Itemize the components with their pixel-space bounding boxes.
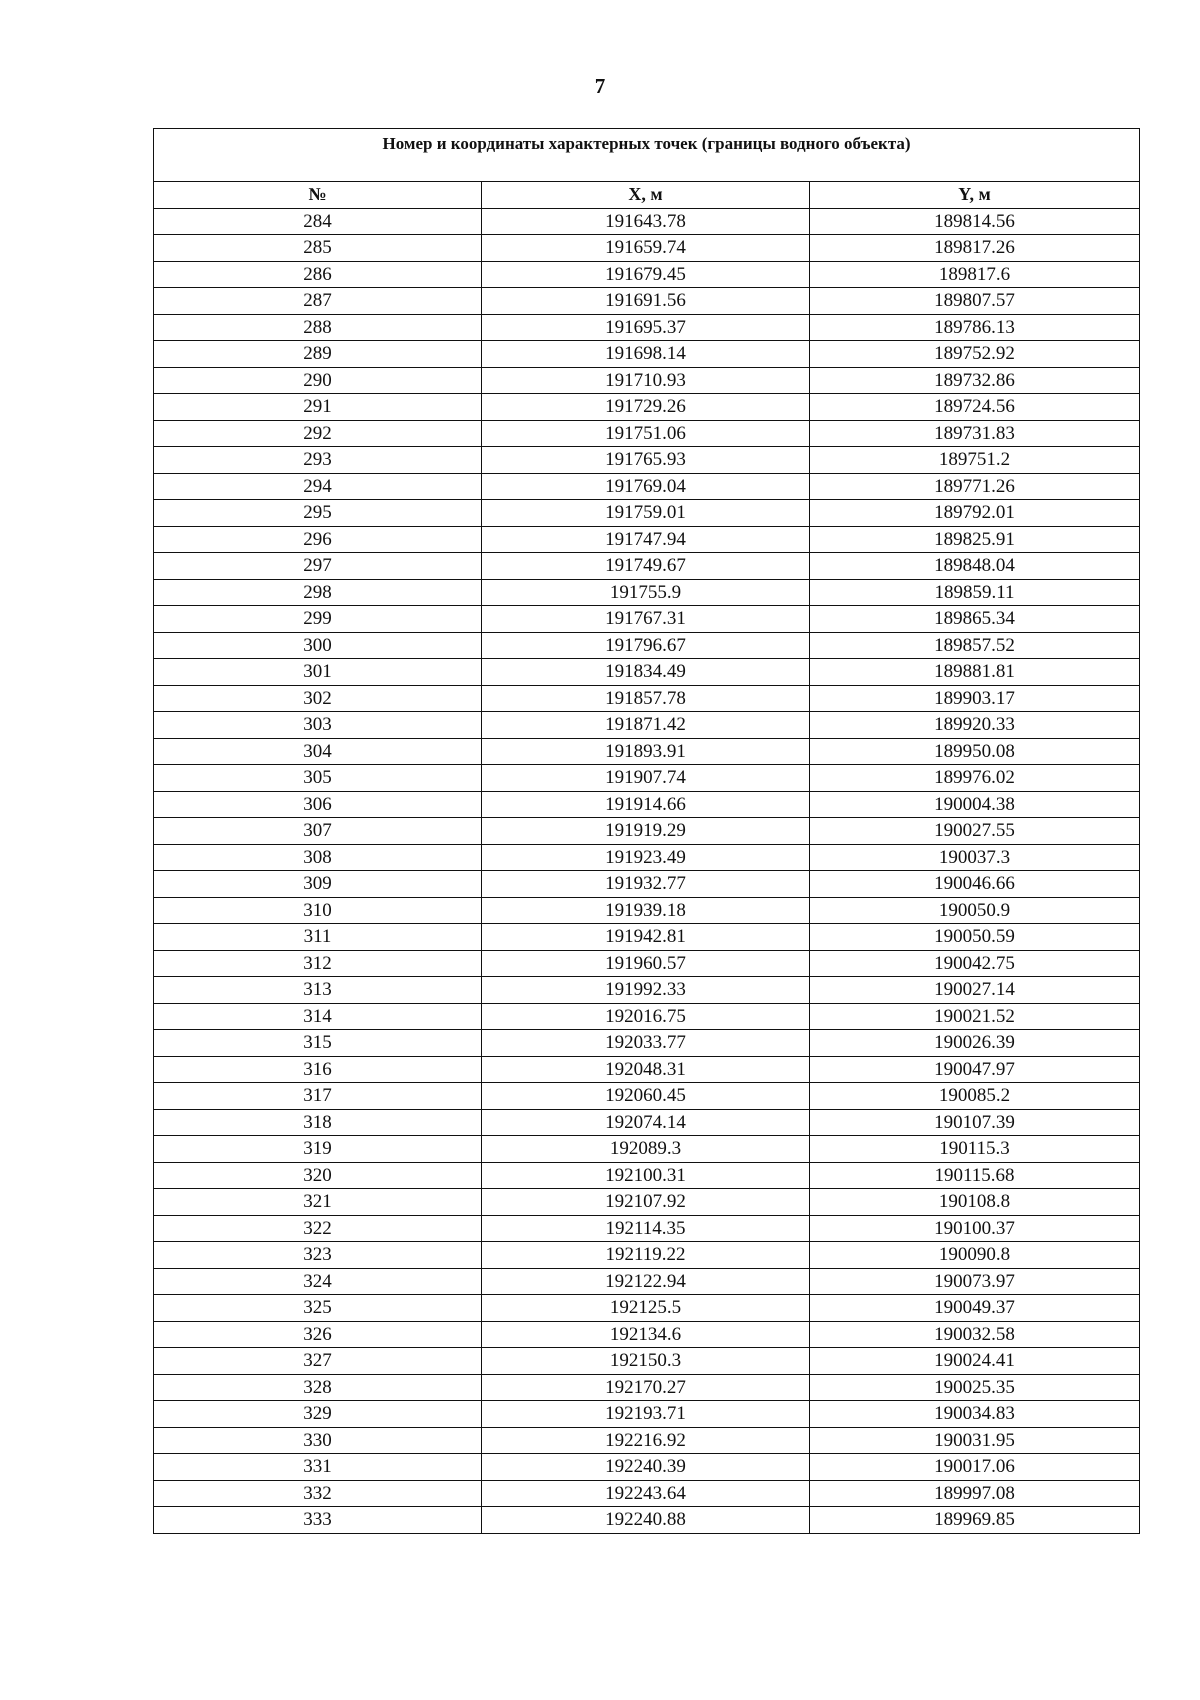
cell-x-coordinate: 192060.45 (482, 1083, 810, 1110)
cell-x-coordinate: 192170.27 (482, 1374, 810, 1401)
cell-x-coordinate: 192193.71 (482, 1401, 810, 1428)
table-row (154, 1507, 1140, 1534)
cell-point-number: 290 (154, 367, 482, 394)
cell-y-coordinate: 190026.39 (810, 1030, 1140, 1057)
table-row (154, 844, 1140, 871)
cell-point-number: 332 (154, 1480, 482, 1507)
table-row (154, 1401, 1140, 1428)
cell-point-number: 317 (154, 1083, 482, 1110)
cell-x-coordinate: 191893.91 (482, 738, 810, 765)
cell-x-coordinate: 191960.57 (482, 950, 810, 977)
cell-point-number: 313 (154, 977, 482, 1004)
cell-x-coordinate: 192122.94 (482, 1268, 810, 1295)
cell-x-coordinate: 192016.75 (482, 1003, 810, 1030)
cell-x-coordinate: 191765.93 (482, 447, 810, 474)
cell-x-coordinate: 191907.74 (482, 765, 810, 792)
table-row (154, 685, 1140, 712)
column-header-y: Y, м (810, 182, 1140, 209)
cell-x-coordinate: 192240.88 (482, 1507, 810, 1534)
cell-x-coordinate: 192216.92 (482, 1427, 810, 1454)
cell-y-coordinate: 189997.08 (810, 1480, 1140, 1507)
cell-x-coordinate: 191796.67 (482, 632, 810, 659)
cell-y-coordinate: 189751.2 (810, 447, 1140, 474)
cell-x-coordinate: 192119.22 (482, 1242, 810, 1269)
table-header-row (154, 182, 1140, 209)
cell-x-coordinate: 191659.74 (482, 235, 810, 262)
cell-x-coordinate: 191749.67 (482, 553, 810, 580)
table-row (154, 420, 1140, 447)
cell-x-coordinate: 191759.01 (482, 500, 810, 527)
cell-y-coordinate: 189825.91 (810, 526, 1140, 553)
cell-x-coordinate: 192134.6 (482, 1321, 810, 1348)
cell-point-number: 326 (154, 1321, 482, 1348)
table-row (154, 871, 1140, 898)
cell-x-coordinate: 191939.18 (482, 897, 810, 924)
table-row (154, 791, 1140, 818)
cell-point-number: 325 (154, 1295, 482, 1322)
cell-y-coordinate: 190021.52 (810, 1003, 1140, 1030)
cell-y-coordinate: 190107.39 (810, 1109, 1140, 1136)
cell-x-coordinate: 192089.3 (482, 1136, 810, 1163)
coordinates-table (153, 128, 1140, 1534)
cell-point-number: 301 (154, 659, 482, 686)
cell-point-number: 331 (154, 1454, 482, 1481)
table-row (154, 1189, 1140, 1216)
cell-y-coordinate: 190115.68 (810, 1162, 1140, 1189)
cell-point-number: 299 (154, 606, 482, 633)
cell-point-number: 323 (154, 1242, 482, 1269)
table-row (154, 606, 1140, 633)
cell-x-coordinate: 191767.31 (482, 606, 810, 633)
table-row (154, 659, 1140, 686)
cell-y-coordinate: 190090.8 (810, 1242, 1140, 1269)
cell-y-coordinate: 190027.55 (810, 818, 1140, 845)
cell-y-coordinate: 190047.97 (810, 1056, 1140, 1083)
cell-point-number: 287 (154, 288, 482, 315)
cell-y-coordinate: 189814.56 (810, 208, 1140, 235)
cell-point-number: 311 (154, 924, 482, 951)
cell-point-number: 320 (154, 1162, 482, 1189)
cell-point-number: 292 (154, 420, 482, 447)
table-row (154, 632, 1140, 659)
table-row (154, 1348, 1140, 1375)
cell-point-number: 293 (154, 447, 482, 474)
table-row (154, 394, 1140, 421)
cell-y-coordinate: 189881.81 (810, 659, 1140, 686)
table-row (154, 500, 1140, 527)
cell-y-coordinate: 190034.83 (810, 1401, 1140, 1428)
table-row (154, 1480, 1140, 1507)
cell-point-number: 300 (154, 632, 482, 659)
cell-y-coordinate: 189732.86 (810, 367, 1140, 394)
cell-point-number: 315 (154, 1030, 482, 1057)
table-row (154, 1109, 1140, 1136)
cell-x-coordinate: 192243.64 (482, 1480, 810, 1507)
cell-point-number: 319 (154, 1136, 482, 1163)
cell-y-coordinate: 189859.11 (810, 579, 1140, 606)
table-row (154, 579, 1140, 606)
cell-y-coordinate: 190024.41 (810, 1348, 1140, 1375)
column-header-number: № (154, 182, 482, 209)
cell-point-number: 314 (154, 1003, 482, 1030)
page-number: 7 (594, 74, 606, 98)
table-row (154, 208, 1140, 235)
table-row (154, 314, 1140, 341)
cell-x-coordinate: 191729.26 (482, 394, 810, 421)
cell-x-coordinate: 192100.31 (482, 1162, 810, 1189)
table-caption-row (154, 129, 1140, 182)
table-row (154, 235, 1140, 262)
table-row (154, 1295, 1140, 1322)
table-row (154, 897, 1140, 924)
cell-point-number: 289 (154, 341, 482, 368)
cell-y-coordinate: 189817.6 (810, 261, 1140, 288)
cell-point-number: 296 (154, 526, 482, 553)
table-row (154, 553, 1140, 580)
table-row (154, 1003, 1140, 1030)
cell-point-number: 305 (154, 765, 482, 792)
table-row (154, 341, 1140, 368)
cell-y-coordinate: 189848.04 (810, 553, 1140, 580)
cell-y-coordinate: 189976.02 (810, 765, 1140, 792)
cell-x-coordinate: 191679.45 (482, 261, 810, 288)
cell-point-number: 318 (154, 1109, 482, 1136)
cell-point-number: 309 (154, 871, 482, 898)
cell-x-coordinate: 191695.37 (482, 314, 810, 341)
cell-point-number: 324 (154, 1268, 482, 1295)
table-row (154, 1162, 1140, 1189)
cell-y-coordinate: 190100.37 (810, 1215, 1140, 1242)
table-row (154, 977, 1140, 1004)
table-row (154, 1083, 1140, 1110)
cell-point-number: 327 (154, 1348, 482, 1375)
cell-point-number: 310 (154, 897, 482, 924)
cell-y-coordinate: 189865.34 (810, 606, 1140, 633)
cell-x-coordinate: 192114.35 (482, 1215, 810, 1242)
table-row (154, 526, 1140, 553)
cell-y-coordinate: 190032.58 (810, 1321, 1140, 1348)
table-row (154, 1427, 1140, 1454)
cell-x-coordinate: 191834.49 (482, 659, 810, 686)
cell-point-number: 288 (154, 314, 482, 341)
cell-y-coordinate: 190050.9 (810, 897, 1140, 924)
cell-y-coordinate: 189752.92 (810, 341, 1140, 368)
table-row (154, 1374, 1140, 1401)
table-row (154, 1268, 1140, 1295)
cell-y-coordinate: 190046.66 (810, 871, 1140, 898)
table-row (154, 447, 1140, 474)
cell-point-number: 330 (154, 1427, 482, 1454)
cell-x-coordinate: 192107.92 (482, 1189, 810, 1216)
cell-y-coordinate: 189786.13 (810, 314, 1140, 341)
cell-y-coordinate: 189950.08 (810, 738, 1140, 765)
cell-y-coordinate: 189731.83 (810, 420, 1140, 447)
table-row (154, 765, 1140, 792)
table-row (154, 288, 1140, 315)
table-row (154, 924, 1140, 951)
cell-point-number: 295 (154, 500, 482, 527)
cell-point-number: 284 (154, 208, 482, 235)
cell-x-coordinate: 191923.49 (482, 844, 810, 871)
cell-y-coordinate: 190037.3 (810, 844, 1140, 871)
cell-point-number: 308 (154, 844, 482, 871)
cell-point-number: 306 (154, 791, 482, 818)
cell-y-coordinate: 190085.2 (810, 1083, 1140, 1110)
table-row (154, 1136, 1140, 1163)
cell-y-coordinate: 190042.75 (810, 950, 1140, 977)
cell-point-number: 329 (154, 1401, 482, 1428)
cell-point-number: 316 (154, 1056, 482, 1083)
table-body (154, 208, 1140, 1533)
cell-x-coordinate: 191857.78 (482, 685, 810, 712)
cell-point-number: 291 (154, 394, 482, 421)
cell-y-coordinate: 190050.59 (810, 924, 1140, 951)
cell-y-coordinate: 190025.35 (810, 1374, 1140, 1401)
cell-y-coordinate: 190017.06 (810, 1454, 1140, 1481)
cell-y-coordinate: 190004.38 (810, 791, 1140, 818)
table-row (154, 1454, 1140, 1481)
cell-point-number: 285 (154, 235, 482, 262)
cell-x-coordinate: 191751.06 (482, 420, 810, 447)
cell-x-coordinate: 192125.5 (482, 1295, 810, 1322)
cell-y-coordinate: 189771.26 (810, 473, 1140, 500)
cell-point-number: 312 (154, 950, 482, 977)
table-row (154, 1321, 1140, 1348)
cell-y-coordinate: 190027.14 (810, 977, 1140, 1004)
table-row (154, 712, 1140, 739)
cell-y-coordinate: 190108.8 (810, 1189, 1140, 1216)
table-row (154, 1030, 1140, 1057)
cell-point-number: 321 (154, 1189, 482, 1216)
table-row (154, 950, 1140, 977)
column-header-x: X, м (482, 182, 810, 209)
cell-x-coordinate: 191919.29 (482, 818, 810, 845)
cell-y-coordinate: 190049.37 (810, 1295, 1140, 1322)
cell-x-coordinate: 192033.77 (482, 1030, 810, 1057)
cell-y-coordinate: 190031.95 (810, 1427, 1140, 1454)
table-row (154, 367, 1140, 394)
cell-x-coordinate: 192074.14 (482, 1109, 810, 1136)
cell-y-coordinate: 189857.52 (810, 632, 1140, 659)
cell-y-coordinate: 189724.56 (810, 394, 1140, 421)
cell-y-coordinate: 190073.97 (810, 1268, 1140, 1295)
cell-x-coordinate: 191871.42 (482, 712, 810, 739)
cell-point-number: 322 (154, 1215, 482, 1242)
cell-y-coordinate: 190115.3 (810, 1136, 1140, 1163)
table-row (154, 1056, 1140, 1083)
cell-x-coordinate: 191691.56 (482, 288, 810, 315)
table-row (154, 818, 1140, 845)
table-row (154, 738, 1140, 765)
cell-x-coordinate: 192240.39 (482, 1454, 810, 1481)
cell-point-number: 302 (154, 685, 482, 712)
table-row (154, 1215, 1140, 1242)
table-row (154, 261, 1140, 288)
cell-x-coordinate: 191643.78 (482, 208, 810, 235)
cell-point-number: 286 (154, 261, 482, 288)
cell-point-number: 307 (154, 818, 482, 845)
cell-y-coordinate: 189807.57 (810, 288, 1140, 315)
cell-point-number: 328 (154, 1374, 482, 1401)
table-row (154, 473, 1140, 500)
cell-x-coordinate: 191698.14 (482, 341, 810, 368)
cell-x-coordinate: 192150.3 (482, 1348, 810, 1375)
cell-point-number: 297 (154, 553, 482, 580)
cell-x-coordinate: 191710.93 (482, 367, 810, 394)
cell-x-coordinate: 191747.94 (482, 526, 810, 553)
cell-x-coordinate: 191942.81 (482, 924, 810, 951)
cell-x-coordinate: 191769.04 (482, 473, 810, 500)
table-caption: Номер и координаты характерных точек (границы водного объекта) (154, 129, 1140, 182)
cell-point-number: 298 (154, 579, 482, 606)
cell-y-coordinate: 189920.33 (810, 712, 1140, 739)
cell-x-coordinate: 191992.33 (482, 977, 810, 1004)
cell-x-coordinate: 191914.66 (482, 791, 810, 818)
cell-x-coordinate: 191932.77 (482, 871, 810, 898)
cell-x-coordinate: 192048.31 (482, 1056, 810, 1083)
cell-y-coordinate: 189903.17 (810, 685, 1140, 712)
cell-point-number: 304 (154, 738, 482, 765)
cell-point-number: 294 (154, 473, 482, 500)
table-row (154, 1242, 1140, 1269)
cell-y-coordinate: 189969.85 (810, 1507, 1140, 1534)
cell-x-coordinate: 191755.9 (482, 579, 810, 606)
cell-y-coordinate: 189817.26 (810, 235, 1140, 262)
cell-y-coordinate: 189792.01 (810, 500, 1140, 527)
cell-point-number: 333 (154, 1507, 482, 1534)
cell-point-number: 303 (154, 712, 482, 739)
